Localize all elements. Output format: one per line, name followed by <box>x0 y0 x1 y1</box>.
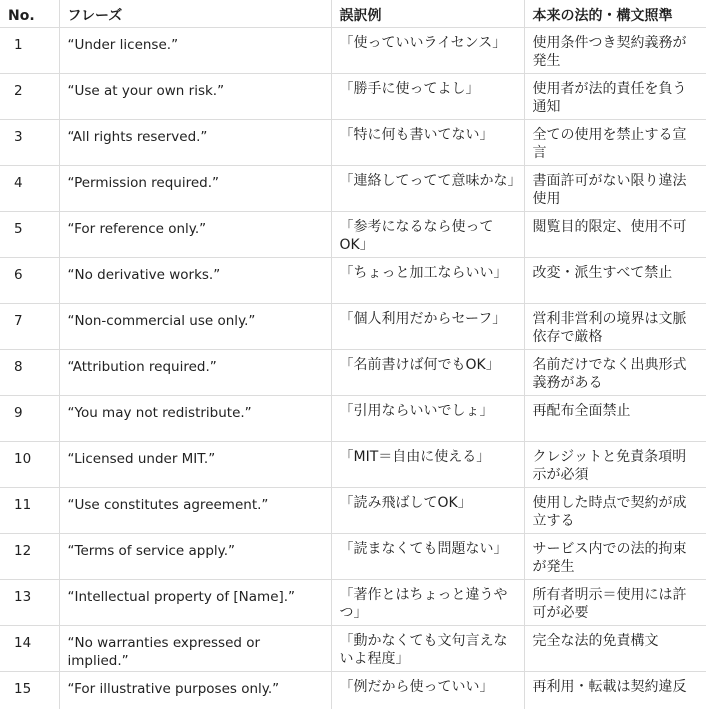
row-misreading: 「例だから使っていい」 <box>331 671 524 709</box>
row-phrase: “Under license.” <box>59 27 331 73</box>
header-legal: 本来の法的・構文照準 <box>524 0 706 27</box>
row-number: 6 <box>0 257 59 303</box>
table-row <box>0 349 706 395</box>
header-no: No. <box>0 0 59 27</box>
table-row <box>0 119 706 165</box>
table-row <box>0 671 706 709</box>
row-legal-meaning: 使用条件つき契約義務が発生 <box>524 27 706 73</box>
row-phrase: “For illustrative purposes only.” <box>59 671 331 709</box>
row-phrase: “For reference only.” <box>59 211 331 257</box>
row-number: 14 <box>0 625 59 671</box>
row-number: 7 <box>0 303 59 349</box>
row-misreading: 「MIT＝自由に使える」 <box>331 441 524 487</box>
table-row <box>0 257 706 303</box>
row-number: 2 <box>0 73 59 119</box>
row-number: 1 <box>0 27 59 73</box>
row-legal-meaning: 名前だけでなく出典形式義務がある <box>524 349 706 395</box>
row-number: 9 <box>0 395 59 441</box>
row-number: 8 <box>0 349 59 395</box>
row-phrase: “No derivative works.” <box>59 257 331 303</box>
table-row <box>0 625 706 671</box>
table-row <box>0 27 706 73</box>
row-misreading: 「参考になるなら使ってOK」 <box>331 211 524 257</box>
row-legal-meaning: 使用した時点で契約が成立する <box>524 487 706 533</box>
row-phrase: “All rights reserved.” <box>59 119 331 165</box>
table-row <box>0 73 706 119</box>
row-number: 13 <box>0 579 59 625</box>
row-legal-meaning: 営利非営利の境界は文脈依存で厳格 <box>524 303 706 349</box>
row-number: 11 <box>0 487 59 533</box>
row-legal-meaning: 完全な法的免責構文 <box>524 625 706 671</box>
row-phrase: “Attribution required.” <box>59 349 331 395</box>
row-phrase: “Use constitutes agreement.” <box>59 487 331 533</box>
row-misreading: 「動かなくても文句言えないよ程度」 <box>331 625 524 671</box>
header-phrase: フレーズ <box>59 0 331 27</box>
row-legal-meaning: 使用者が法的責任を負う通知 <box>524 73 706 119</box>
row-misreading: 「ちょっと加工ならいい」 <box>331 257 524 303</box>
row-legal-meaning: サービス内での法的拘束が発生 <box>524 533 706 579</box>
row-phrase: “Terms of service apply.” <box>59 533 331 579</box>
table-row <box>0 165 706 211</box>
row-legal-meaning: クレジットと免責条項明示が必須 <box>524 441 706 487</box>
row-phrase: “Intellectual property of [Name].” <box>59 579 331 625</box>
row-phrase: “Permission required.” <box>59 165 331 211</box>
row-misreading: 「使っていいライセンス」 <box>331 27 524 73</box>
row-misreading: 「引用ならいいでしょ」 <box>331 395 524 441</box>
row-legal-meaning: 閲覧目的限定、使用不可 <box>524 211 706 257</box>
row-number: 5 <box>0 211 59 257</box>
row-misreading: 「個人利用だからセーフ」 <box>331 303 524 349</box>
row-legal-meaning: 改変・派生すべて禁止 <box>524 257 706 303</box>
table-row <box>0 395 706 441</box>
row-number: 10 <box>0 441 59 487</box>
row-number: 4 <box>0 165 59 211</box>
row-number: 15 <box>0 671 59 709</box>
row-misreading: 「著作とはちょっと違うやつ」 <box>331 579 524 625</box>
table-row <box>0 533 706 579</box>
table-row <box>0 441 706 487</box>
table-body <box>0 27 706 709</box>
row-phrase: “No warranties expressed or implied.” <box>59 625 331 671</box>
row-misreading: 「連絡してってて意味かな」 <box>331 165 524 211</box>
row-misreading: 「名前書けば何でもOK」 <box>331 349 524 395</box>
row-phrase: “Licensed under MIT.” <box>59 441 331 487</box>
row-misreading: 「特に何も書いてない」 <box>331 119 524 165</box>
table-row <box>0 579 706 625</box>
row-legal-meaning: 全ての使用を禁止する宣言 <box>524 119 706 165</box>
table-row <box>0 211 706 257</box>
row-phrase: “You may not redistribute.” <box>59 395 331 441</box>
row-legal-meaning: 所有者明示＝使用には許可が必要 <box>524 579 706 625</box>
row-misreading: 「読まなくても問題ない」 <box>331 533 524 579</box>
row-misreading: 「勝手に使ってよし」 <box>331 73 524 119</box>
row-legal-meaning: 再利用・転載は契約違反 <box>524 671 706 709</box>
row-number: 3 <box>0 119 59 165</box>
table-row <box>0 487 706 533</box>
header-misreading: 誤訳例 <box>331 0 524 27</box>
row-phrase: “Use at your own risk.” <box>59 73 331 119</box>
table-row <box>0 303 706 349</box>
row-legal-meaning: 書面許可がない限り違法使用 <box>524 165 706 211</box>
row-legal-meaning: 再配布全面禁止 <box>524 395 706 441</box>
table-header <box>0 0 706 27</box>
row-misreading: 「読み飛ばしてOK」 <box>331 487 524 533</box>
row-number: 12 <box>0 533 59 579</box>
row-phrase: “Non-commercial use only.” <box>59 303 331 349</box>
header-row <box>0 0 706 27</box>
